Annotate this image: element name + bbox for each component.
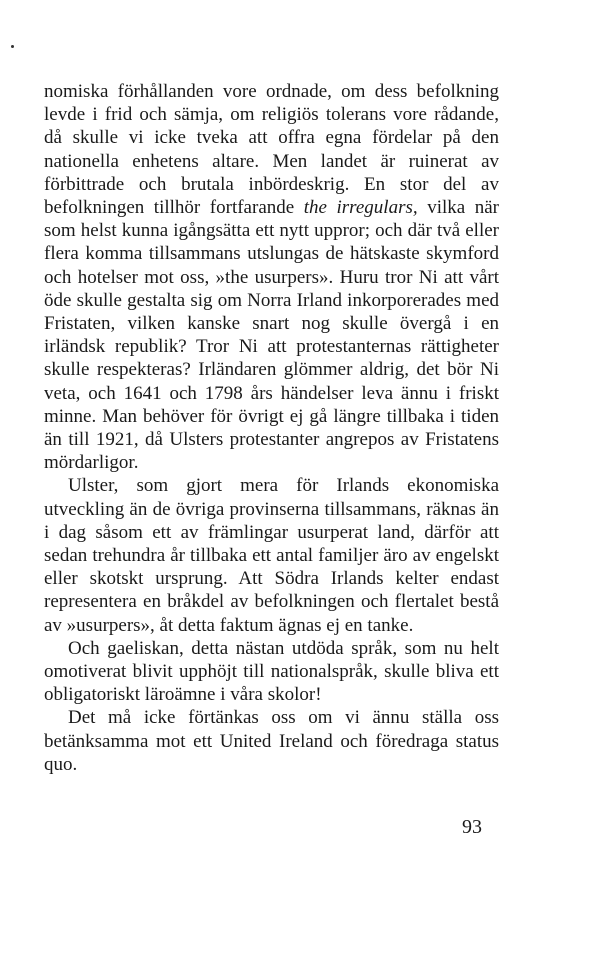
paragraph-2: Ulster, som gjort mera för Irlands ekonomiska utveckling än de övriga provinserna tillsammans, räknas än i dag såsom ett av främlingar usurperat land, därför att sedan trehundra år tillbaka ett antal familjer äro av engelskt eller skotskt ursprung. Att Södra Irlands kelter endast representera en bråkdel av befolkningen och flertalet bestå av »usurpers», åt detta faktum ägnas ej en tanke.	[44, 475, 499, 636]
body-text	[44, 80, 499, 776]
page-number: 93	[462, 816, 482, 838]
paragraph-3: Och gaeliskan, detta nästan utdöda språk, som nu helt omotiverat blivit upphöjt till nationalspråk, skulle bliva ett obligatoriskt läroämne i våra skolor!	[44, 637, 499, 706]
paragraph-1-text-end: vilka när som helst kunna igångsätta ett nytt uppror; och där två eller flera komma tillsammans utslungas de hätskaste skymford och hotelser mot oss, »the usurpers». Huru tror Ni att vårt öde skulle gestalta sig om Norra Irland inkorporerades med Fristaten, vilken kanske snart nog skulle övergå i en irländsk republik? Tror Ni att protestanternas rättigheter skulle respekteras? Irländaren glömmer aldrig, det bör Ni veta, och 1641 och 1798 års händelser leva ännu i friskt minne. Man behöver för övrigt ej gå längre tillbaka i tiden än till 1921, då Ulsters protestanter angrepos av Fristatens mördarligor.	[44, 197, 499, 474]
scan-speck	[11, 45, 14, 48]
paragraph-4: Det må icke förtänkas oss om vi ännu ställa oss betänksamma mot ett United Ireland och föredraga status quo.	[44, 707, 499, 775]
paragraph-1-italic-phrase: the irregulars,	[303, 197, 418, 219]
paragraph-1	[44, 80, 499, 474]
paragraph-1-text-start: nomiska förhållanden vore ordnade, om dess befolkning levde i frid och sämja, om religiös tolerans vore rådande, då skulle vi icke tveka att offra egna fördelar på den nationella enhetens altare. Men landet är ruinerat av förbittrade och brutala inbördeskrig. En stor del av befolkningen tillhör fortfarande	[44, 81, 499, 219]
